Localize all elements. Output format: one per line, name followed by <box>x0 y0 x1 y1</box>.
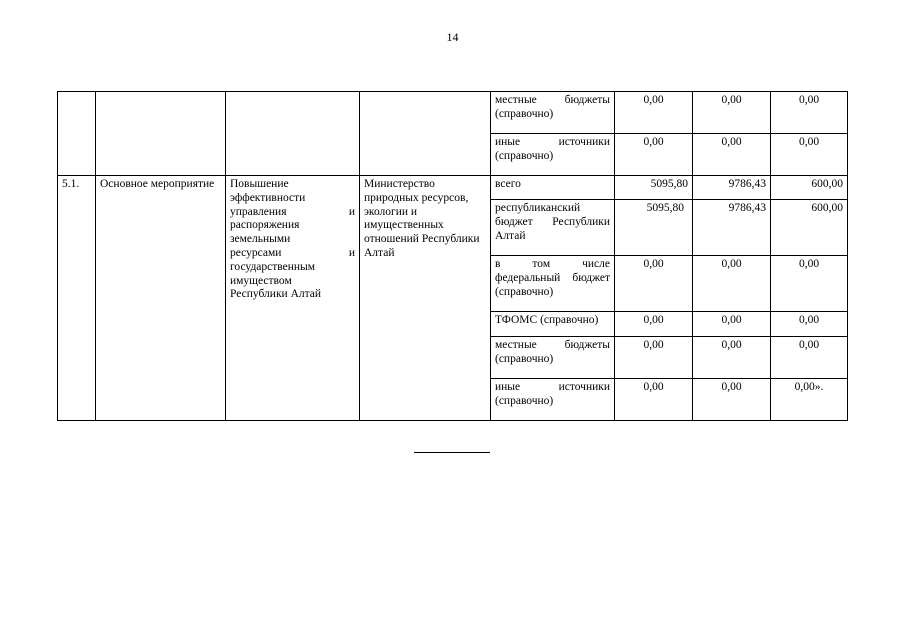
cell-name-empty <box>96 92 226 176</box>
goal-line: эффективности <box>230 191 306 204</box>
funding-source: всего <box>491 176 615 200</box>
value-year-2: 0,00 <box>693 92 771 134</box>
goal-line: распоряжения <box>230 219 300 232</box>
value-year-1: 0,00 <box>615 134 693 176</box>
value-year-2: 0,00 <box>693 337 771 379</box>
footnote-divider <box>414 452 490 453</box>
value-year-1: 0,00 <box>615 92 693 134</box>
measure-goal <box>226 176 360 421</box>
value-year-3: 0,00». <box>771 379 848 421</box>
goal-line: Повышение <box>230 178 289 190</box>
value-year-3: 600,00 <box>771 200 848 256</box>
measure-executor: Министерство природных ресурсов, экологии и имущественных отношений Республики Алтай <box>360 176 491 421</box>
value-year-1: 5095,80 <box>615 200 693 256</box>
value-year-2: 9786,43 <box>693 176 771 200</box>
funding-source: в том числе федеральный бюджет (справочно) <box>491 256 615 312</box>
goal-line: управления и <box>230 205 355 218</box>
funding-source: местные бюджеты (справочно) <box>491 337 615 379</box>
table-row <box>58 92 848 134</box>
funding-source: иные источники (справочно) <box>491 134 615 176</box>
goal-line: земельными <box>230 233 291 246</box>
value-year-1: 0,00 <box>615 256 693 312</box>
cell-goal-empty <box>226 92 360 176</box>
value-year-2: 0,00 <box>693 312 771 337</box>
cell-number-empty <box>58 92 96 176</box>
value-year-1: 5095,80 <box>615 176 693 200</box>
table-row <box>58 176 848 200</box>
value-year-3: 600,00 <box>771 176 848 200</box>
value-year-2: 0,00 <box>693 134 771 176</box>
value-year-3: 0,00 <box>771 312 848 337</box>
budget-table <box>57 91 848 421</box>
value-year-1: 0,00 <box>615 312 693 337</box>
goal-line: Республики Алтай <box>230 288 322 301</box>
funding-source: иные источники (справочно) <box>491 379 615 421</box>
funding-source: местные бюджеты (справочно) <box>491 92 615 134</box>
goal-line: государственным <box>230 260 316 273</box>
cell-executor-empty <box>360 92 491 176</box>
goal-line: имуществом <box>230 274 292 287</box>
page-number: 14 <box>446 30 459 44</box>
value-year-3: 0,00 <box>771 92 848 134</box>
value-year-2: 9786,43 <box>693 200 771 256</box>
measure-number: 5.1. <box>58 176 96 421</box>
value-year-3: 0,00 <box>771 256 848 312</box>
value-year-3: 0,00 <box>771 337 848 379</box>
value-year-2: 0,00 <box>693 379 771 421</box>
measure-name: Основное мероприятие <box>96 176 226 421</box>
value-year-1: 0,00 <box>615 379 693 421</box>
funding-source: ТФОМС (справочно) <box>491 312 615 337</box>
funding-source: республиканский бюджет Республики Алтай <box>491 200 615 256</box>
value-year-2: 0,00 <box>693 256 771 312</box>
goal-line: ресурсами и <box>230 246 355 259</box>
value-year-3: 0,00 <box>771 134 848 176</box>
value-year-1: 0,00 <box>615 337 693 379</box>
